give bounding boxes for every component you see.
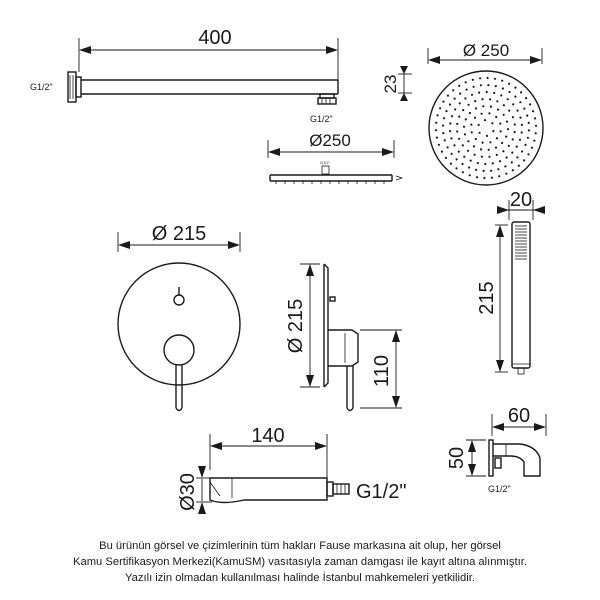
footer-line-3: Yazılı izin olmadan kullanılması halinde İstanbul mahkemeleri yetkilidir. (125, 572, 475, 584)
nozzle-dot (442, 101, 444, 103)
nozzle-dot (512, 116, 514, 118)
nozzle-dot (508, 91, 510, 93)
spout-length-label: 140 (251, 425, 285, 447)
copyright-footer (0, 538, 600, 586)
nozzle-dot (464, 133, 466, 135)
nozzle-dot (521, 131, 523, 133)
nozzle-dot (496, 100, 498, 102)
arm-length-label: 400 (198, 27, 232, 49)
nozzle-dot (495, 116, 497, 118)
nozzle-dot (519, 117, 521, 119)
nozzle-dot (490, 170, 492, 172)
nozzle-dot (481, 113, 483, 115)
nozzle-dot (449, 122, 451, 124)
nozzle-dot (488, 156, 490, 158)
nozzle-dot (462, 109, 464, 111)
nozzle-dot (481, 98, 483, 100)
nozzle-dot (469, 174, 471, 176)
shower-arm-drawing (68, 72, 338, 104)
elbow-thread-label: G1/2" (488, 484, 511, 494)
nozzle-dot (482, 142, 484, 144)
nozzle-dot (458, 116, 460, 118)
nozzle-dot (468, 104, 470, 106)
nozzle-dot (450, 163, 452, 165)
nozzle-dot (514, 131, 516, 133)
nozzle-dot (535, 125, 537, 127)
nozzle-dot (483, 170, 485, 172)
nozzle-dot (498, 175, 500, 177)
nozzle-dot (499, 123, 501, 125)
nozzle-dot (488, 149, 490, 151)
spout-drawing (177, 425, 406, 514)
nozzle-dot (514, 87, 516, 89)
nozzle-dot (504, 165, 506, 167)
nozzle-dot (484, 163, 486, 165)
wall-elbow-drawing (446, 405, 546, 494)
nozzle-dot (482, 105, 484, 107)
nozzle-dot (437, 114, 439, 116)
nozzle-dot (435, 122, 437, 124)
nozzle-dot (496, 154, 498, 156)
nozzle-dot (470, 124, 472, 126)
nozzle-dot (501, 142, 503, 144)
head-height-label: 23 (381, 74, 400, 94)
nozzle-dot (474, 117, 476, 119)
nozzle-dot (487, 77, 489, 79)
nozzle-dot (475, 138, 477, 140)
nozzle-dot (512, 138, 514, 140)
nozzle-dot (441, 151, 443, 153)
nozzle-dot (484, 119, 486, 121)
nozzle-dot (447, 95, 449, 97)
nozzle-dot (531, 147, 533, 149)
nozzle-dot (473, 145, 475, 147)
nozzle-dot (505, 136, 507, 138)
nozzle-dot (453, 144, 455, 146)
nozzle-dot (447, 146, 449, 148)
nozzle-dot (459, 102, 461, 104)
nozzle-dot (527, 153, 529, 155)
nozzle-dot (456, 123, 458, 125)
nozzle-dot (449, 130, 451, 132)
hand-length-label: 215 (476, 281, 498, 315)
nozzle-dot (503, 104, 505, 106)
nozzle-dot (523, 159, 525, 161)
nozzle-dot (467, 140, 469, 142)
mixer-plate-width-label: Ø 215 (151, 223, 207, 245)
nozzle-dot (475, 169, 477, 171)
nozzle-dot (508, 83, 510, 85)
nozzle-dot (516, 156, 518, 158)
nozzle-dot (521, 124, 523, 126)
nozzle-dot (476, 176, 478, 178)
nozzle-dot (492, 130, 494, 132)
nozzle-dot (489, 141, 491, 143)
nozzle-dot (458, 151, 460, 153)
nozzle-dot (450, 137, 452, 139)
nozzle-dot (490, 106, 492, 108)
nozzle-dot (497, 109, 499, 111)
nozzle-dot (462, 171, 464, 173)
nozzle-dot (481, 156, 483, 158)
nozzle-dot (528, 129, 530, 131)
nozzle-dot (470, 160, 472, 162)
nozzle-dot (489, 98, 491, 100)
nozzle-dot (500, 94, 502, 96)
nozzle-dot (443, 117, 445, 119)
nozzle-dot (500, 130, 502, 132)
nozzle-dot (469, 112, 471, 114)
nozzle-dot (507, 128, 509, 130)
nozzle-dot (501, 80, 503, 82)
nozzle-dot (463, 156, 465, 158)
nozzle-dot (486, 135, 488, 137)
nozzle-dot (512, 169, 514, 171)
nozzle-dot (474, 100, 476, 102)
nozzle-dot (512, 103, 514, 105)
nozzle-dot (511, 161, 513, 163)
nozzle-dot (491, 177, 493, 179)
shower-head-front-view (428, 41, 543, 185)
nozzle-dot (524, 144, 526, 146)
nozzle-dot (525, 97, 527, 99)
mixer-depth-label: 110 (371, 355, 393, 387)
head-side-tiny-label: G1/2" (319, 160, 331, 165)
nozzle-dot (533, 140, 535, 142)
nozzle-dot (523, 108, 525, 110)
nozzle-dot (502, 150, 504, 152)
mixer-side-view (285, 264, 402, 411)
nozzle-dot (475, 107, 477, 109)
head-front-diameter-label: Ø 250 (462, 41, 510, 60)
nozzle-dot (518, 165, 520, 167)
nozzle-dot (495, 147, 497, 149)
nozzle-dot (456, 158, 458, 160)
arm-length-dimension (79, 27, 338, 80)
nozzle-dot (505, 173, 507, 175)
head-height-dimension (381, 66, 412, 101)
nozzle-dot (526, 115, 528, 117)
head-side-diameter-label: Ø250 (309, 131, 351, 150)
nozzle-dot (458, 85, 460, 87)
nozzle-dot (499, 160, 501, 162)
nozzle-dot (514, 96, 516, 98)
nozzle-dot (535, 132, 537, 134)
mixer-front-view (118, 223, 240, 411)
nozzle-dot (451, 115, 453, 117)
nozzle-dot (519, 139, 521, 141)
nozzle-dot (514, 123, 516, 125)
nozzle-dot (456, 130, 458, 132)
nozzle-dot (534, 117, 536, 119)
nozzle-dot (474, 154, 476, 156)
nozzle-dot (479, 77, 481, 79)
nozzle-dot (452, 89, 454, 91)
nozzle-dot (478, 124, 480, 126)
nozzle-dot (458, 138, 460, 140)
nozzle-dot (492, 162, 494, 164)
nozzle-dot (516, 110, 518, 112)
nozzle-dot (479, 132, 481, 134)
nozzle-dot (480, 148, 482, 150)
elbow-height-label: 50 (446, 446, 468, 470)
nozzle-dot (493, 92, 495, 94)
nozzle-dot (521, 150, 523, 152)
nozzle-dot (454, 98, 456, 100)
nozzle-dot (435, 129, 437, 131)
nozzle-dot (467, 150, 469, 152)
nozzle-dot (462, 144, 464, 146)
nozzle-dot (511, 152, 513, 154)
nozzle-dot (444, 139, 446, 141)
nozzle-dot (471, 94, 473, 96)
nozzle-dot (465, 81, 467, 83)
nozzle-dot (488, 112, 490, 114)
nozzle-dot (464, 97, 466, 99)
nozzle-dot (478, 92, 480, 94)
nozzle-dot (532, 110, 534, 112)
nozzle-dot (459, 93, 461, 95)
nozzle-dot (465, 118, 467, 120)
nozzle-dot (477, 162, 479, 164)
nozzle-dot (494, 78, 496, 80)
mixer-plate-height-label: Ø 215 (285, 298, 307, 354)
nozzle-dot (438, 144, 440, 146)
nozzle-dot (528, 122, 530, 124)
nozzle-dot (451, 153, 453, 155)
footer-line-1: Bu ürünün görsel ve çizimlerinin tüm hakları Fause markasına ait olup, her görsel (99, 540, 501, 552)
shower-head-side-view (268, 131, 402, 184)
nozzle-dot (445, 157, 447, 159)
nozzle-dot (487, 84, 489, 86)
nozzle-dot (439, 107, 441, 109)
nozzle-dot (529, 103, 531, 105)
arm-thread-label: G1/2" (30, 82, 53, 92)
nozzle-dot (483, 177, 485, 179)
nozzle-dot (480, 84, 482, 86)
nozzle-dot (455, 167, 457, 169)
hand-shower-drawing (476, 189, 545, 374)
nozzle-dot (519, 101, 521, 103)
nozzle-dot (468, 166, 470, 168)
nozzle-dot (495, 85, 497, 87)
nozzle-dot (461, 163, 463, 165)
nozzle-dot (471, 131, 473, 133)
nozzle-dot (508, 110, 510, 112)
elbow-width-label: 60 (507, 405, 531, 427)
nozzle-dot (516, 146, 518, 148)
nozzle-dot (436, 137, 438, 139)
nozzle-dot (449, 103, 451, 105)
footer-line-2: Kamu Sertifikasyon Merkezi(KamuSM) vasıtasıyla zaman damgası ile kayıt altına alınmıştır. (73, 556, 527, 568)
arm-outlet-thread-label: G1/2" (310, 114, 333, 124)
nozzle-dot (506, 121, 508, 123)
spout-thread-label: G1/2" (356, 481, 407, 503)
nozzle-dot (445, 110, 447, 112)
nozzle-dot (442, 125, 444, 127)
nozzle-dot (491, 122, 493, 124)
spout-diameter-label: Ø30 (177, 473, 199, 511)
nozzle-dot (473, 86, 475, 88)
nozzle-dot (527, 137, 529, 139)
nozzle-dot (502, 87, 504, 89)
nozzle-dot (497, 168, 499, 170)
nozzle-dot (503, 114, 505, 116)
hand-width-label: 20 (509, 189, 533, 211)
nozzle-dot (442, 132, 444, 134)
nozzle-dot (506, 156, 508, 158)
nozzle-dot (496, 137, 498, 139)
nozzle-dot (507, 98, 509, 100)
nozzle-dot (466, 89, 468, 91)
nozzle-dot (520, 91, 522, 93)
nozzle-dot (463, 126, 465, 128)
nozzle-dot (454, 108, 456, 110)
nozzle-dot (508, 145, 510, 147)
nozzle-dot (472, 79, 474, 81)
nozzle-dot (486, 91, 488, 93)
